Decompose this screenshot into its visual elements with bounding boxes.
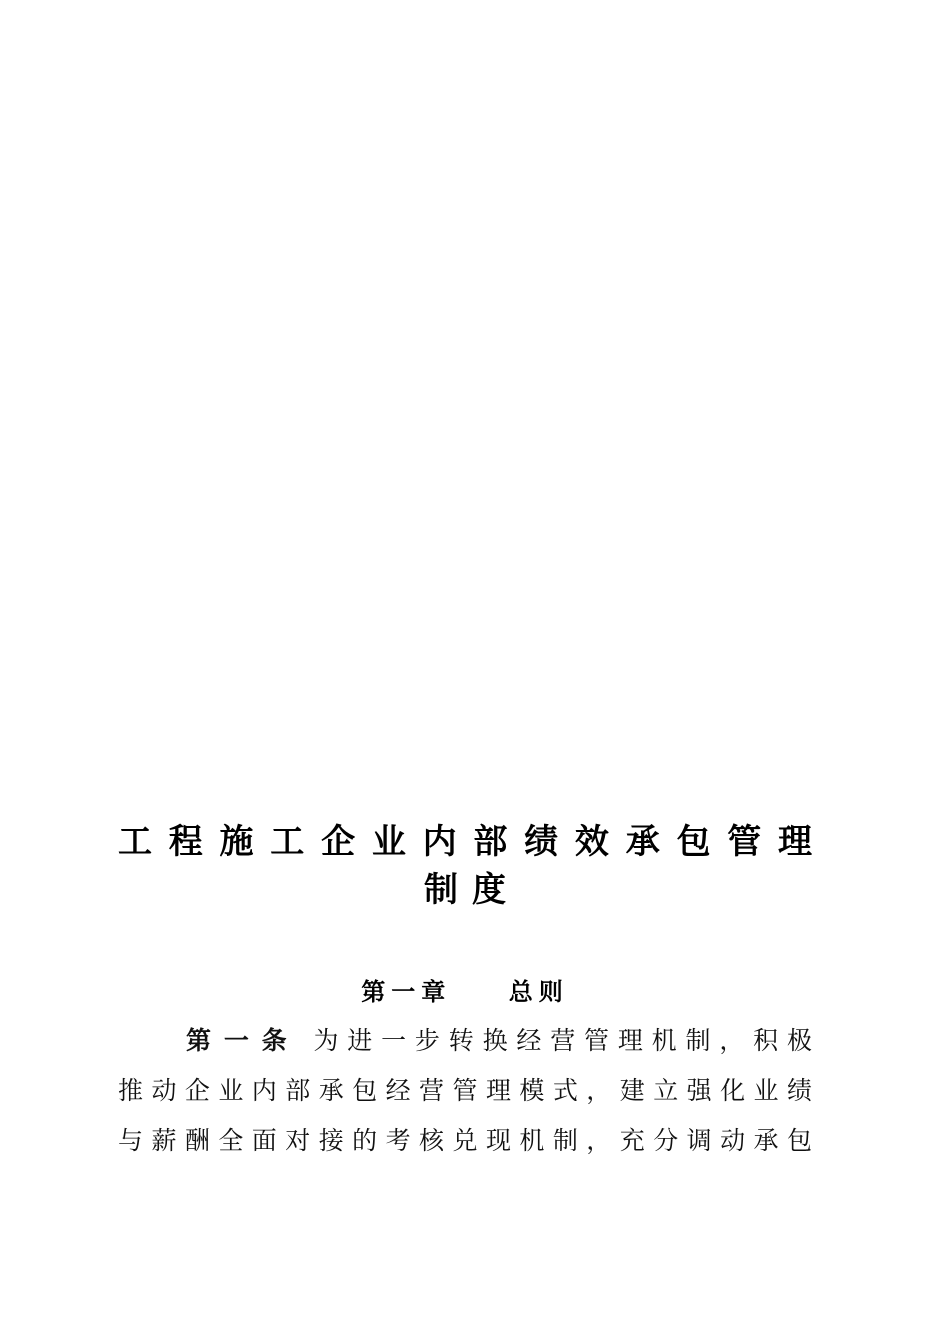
article-text-line-1: 为进一步转换经营管理机制，积极 [313,1026,812,1055]
chapter-heading: 第一章 总则 [361,978,569,1006]
article-line-1 [118,1016,812,1066]
article-text-line-2: 推动企业内部承包经营管理模式，建立强化业绩 [118,1076,812,1105]
article-label: 第一条 [186,1026,300,1055]
document-title-line-1: 工程施工企业内部绩效承包管理 [118,822,812,862]
article-text-line-3: 与薪酬全面对接的考核兑现机制，充分调动承包 [118,1126,812,1155]
document-title-line-2: 制度 [424,870,520,910]
